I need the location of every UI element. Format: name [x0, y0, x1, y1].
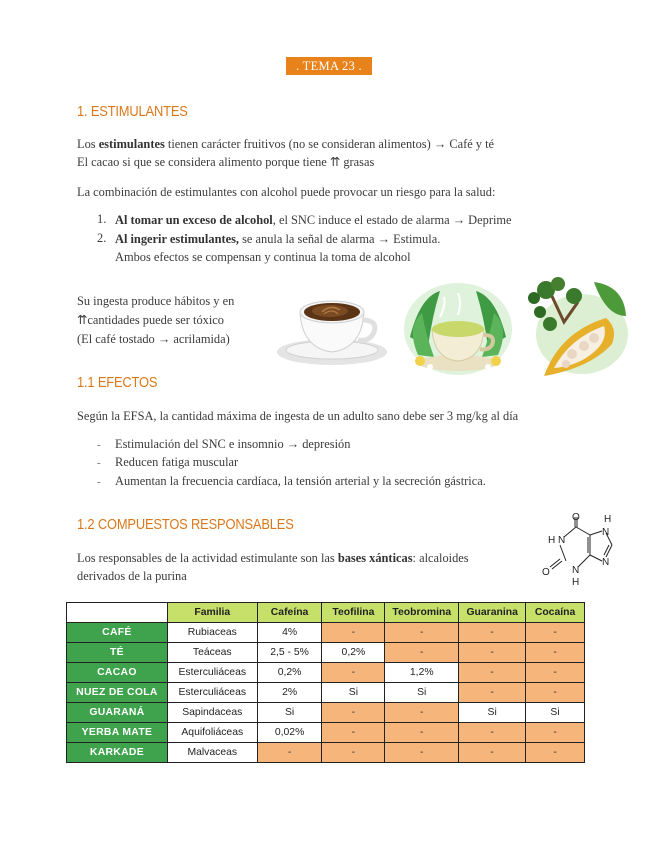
- molecule-o-bottom: O: [542, 567, 550, 578]
- intro-bold: estimulantes: [98, 137, 165, 151]
- table-row-label: YERBA MATE: [67, 723, 168, 743]
- table-header-cell: Cocaína: [526, 603, 585, 623]
- table-cell: Sapindaceas: [167, 703, 257, 723]
- list-item-2-bold: Al ingerir estimulantes,: [115, 232, 240, 246]
- table-row-label: NUEZ DE COLA: [67, 683, 168, 703]
- molecule-h-bottom: H: [572, 577, 580, 587]
- table-header-row: [67, 603, 585, 623]
- side-line-2: ⇈cantidades puede ser tóxico: [77, 313, 224, 327]
- molecule-h-right: H: [604, 514, 612, 525]
- molecule-n-bottom: N: [572, 565, 580, 576]
- table-row: [67, 723, 585, 743]
- intro-text-pre: Los: [77, 137, 99, 151]
- table-cell: 4%: [257, 623, 322, 643]
- list-item-2-rest: se anula la señal de alarma → Estimula.: [239, 232, 441, 246]
- table-header-cell: Cafeína: [257, 603, 322, 623]
- bullet-marker: -: [97, 457, 101, 469]
- table-cell: 2,5 - 5%: [257, 643, 322, 663]
- table-cell: Esterculiáceas: [167, 663, 257, 683]
- table-cell: -: [385, 643, 459, 663]
- table-cell: -: [322, 623, 385, 643]
- intro-text-post: tienen carácter fruitivos (no se consideran alimentos) → Café y té: [164, 137, 495, 151]
- combination-paragraph: La combinación de estimulantes con alcohol puede provocar un riesgo para la salud:: [77, 185, 496, 199]
- table-cell: Aquifoliáceas: [167, 723, 257, 743]
- coffee-cup-icon: [272, 290, 390, 370]
- table-header-cell: Familia: [167, 603, 257, 623]
- list-item-1-bold: Al tomar un exceso de alcohol: [115, 213, 273, 227]
- xanthine-bases-table: [66, 602, 585, 763]
- bullet-marker: -: [97, 476, 101, 488]
- table-header-cell: Guaranina: [459, 603, 526, 623]
- table-cell: Rubiaceas: [167, 623, 257, 643]
- table-row-label: KARKADE: [67, 743, 168, 763]
- intro-line2: El cacao si que se considera alimento porque tiene ⇈ grasas: [77, 155, 375, 169]
- table-cell: -: [322, 703, 385, 723]
- bullet-item: Aumentan la frecuencia cardíaca, la tensión arterial y la secreción gástrica.: [115, 474, 486, 488]
- bullet-item: Reducen fatiga muscular: [115, 455, 239, 469]
- compounds-bold: bases xánticas: [337, 551, 413, 565]
- compounds-paragraph: [77, 549, 469, 585]
- table-row: [67, 643, 585, 663]
- table-row-label: TÉ: [67, 643, 168, 663]
- table-row: [67, 623, 585, 643]
- table-cell: -: [385, 703, 459, 723]
- table-cell: -: [526, 643, 585, 663]
- table-header-cell: Teofilina: [322, 603, 385, 623]
- table-cell: Si: [385, 683, 459, 703]
- table-cell: -: [526, 743, 585, 763]
- table-cell: -: [526, 663, 585, 683]
- table-cell: -: [459, 743, 526, 763]
- side-line-1: Su ingesta produce hábitos y en: [77, 294, 235, 308]
- table-cell: Si: [322, 683, 385, 703]
- table-cell: -: [385, 723, 459, 743]
- table-cell: -: [526, 623, 585, 643]
- table-cell: Si: [257, 703, 322, 723]
- topic-badge: . TEMA 23 .: [286, 57, 372, 75]
- table-row: [67, 743, 585, 763]
- table-cell: -: [322, 723, 385, 743]
- table-cell: -: [459, 723, 526, 743]
- section-title-estimulantes: 1. ESTIMULANTES: [77, 103, 188, 120]
- table-cell: 0,2%: [322, 643, 385, 663]
- table-cell: -: [459, 643, 526, 663]
- table-cell: -: [459, 663, 526, 683]
- table-cell: 1,2%: [385, 663, 459, 683]
- molecule-n-right-bottom: N: [602, 557, 610, 568]
- table-cell: 0,2%: [257, 663, 322, 683]
- green-tea-icon: [400, 277, 518, 377]
- list-item-1: [115, 211, 512, 229]
- table-cell: -: [526, 683, 585, 703]
- bullet-item: Estimulación del SNC e insomnio → depresión: [115, 437, 351, 451]
- table-cell: 0,02%: [257, 723, 322, 743]
- bullet-marker: -: [97, 439, 101, 451]
- table-header-cell: [67, 603, 168, 623]
- table-header-cell: Teobromina: [385, 603, 459, 623]
- table-row-label: CAFÉ: [67, 623, 168, 643]
- table-cell: -: [526, 723, 585, 743]
- molecule-n-left: N: [558, 535, 566, 546]
- compounds-text-pre: Los responsables de la actividad estimulante son las: [77, 551, 338, 565]
- table-row: [67, 703, 585, 723]
- table-cell: -: [459, 623, 526, 643]
- section-title-compuestos: 1.2 COMPUESTOS RESPONSABLES: [77, 516, 294, 533]
- list-number-2: 2.: [97, 231, 107, 245]
- table-cell: Malvaceas: [167, 743, 257, 763]
- list-number-1: 1.: [97, 212, 107, 226]
- xanthine-molecule-diagram: [536, 511, 620, 587]
- table-cell: Si: [526, 703, 585, 723]
- table-cell: -: [459, 683, 526, 703]
- table-row-label: CACAO: [67, 663, 168, 683]
- molecule-o-top: O: [572, 512, 580, 523]
- efsa-paragraph: Según la EFSA, la cantidad máxima de ingesta de un adulto sano debe ser 3 mg/kg al día: [77, 409, 519, 423]
- table-row: [67, 683, 585, 703]
- molecule-h-left: H: [548, 535, 556, 546]
- table-cell: Si: [459, 703, 526, 723]
- compounds-text-post: : alcaloides: [412, 551, 469, 565]
- cacao-pod-icon: [520, 272, 632, 378]
- table-cell: -: [322, 743, 385, 763]
- section-title-efectos: 1.1 EFECTOS: [77, 374, 158, 391]
- list-item-2: [115, 230, 440, 248]
- table-cell: Esterculiáceas: [167, 683, 257, 703]
- side-text: [77, 292, 234, 349]
- intro-paragraph: [77, 135, 494, 171]
- compounds-line2: derivados de la purina: [77, 569, 187, 583]
- table-cell: -: [385, 623, 459, 643]
- table-cell: -: [385, 743, 459, 763]
- table-row-label: GUARANÁ: [67, 703, 168, 723]
- molecule-n-right-top: N: [602, 527, 610, 538]
- table-body: [67, 623, 585, 763]
- table-cell: -: [257, 743, 322, 763]
- table-cell: -: [322, 663, 385, 683]
- list-item-1-rest: , el SNC induce el estado de alarma → Deprime: [272, 213, 512, 227]
- list-item-note: Ambos efectos se compensan y continua la toma de alcohol: [115, 250, 411, 264]
- table-cell: Teáceas: [167, 643, 257, 663]
- side-line-3: (El café tostado → acrilamida): [77, 332, 230, 346]
- table-cell: 2%: [257, 683, 322, 703]
- table-row: [67, 663, 585, 683]
